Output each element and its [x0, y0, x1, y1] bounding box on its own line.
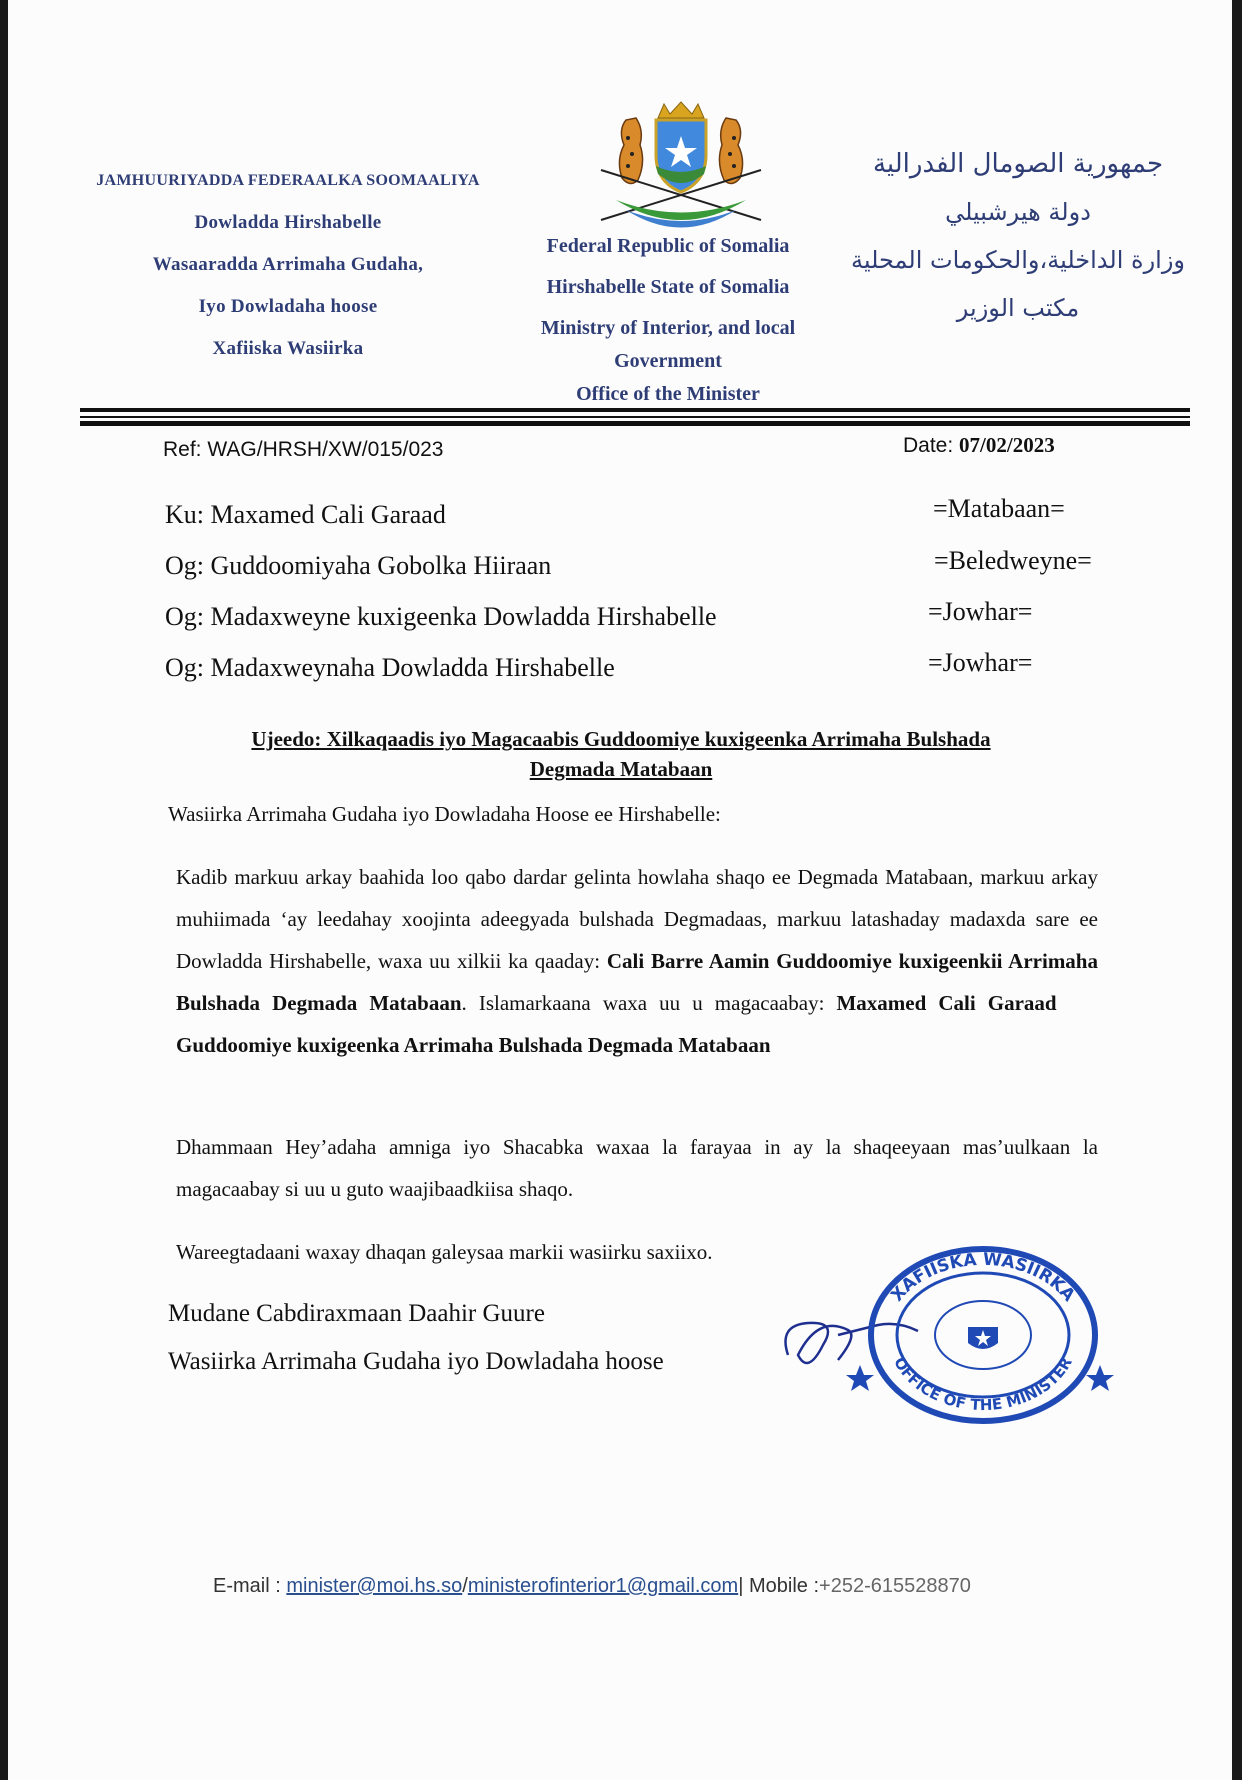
signatory-title: Wasiirka Arrimaha Gudaha iyo Dowladaha hoose — [168, 1348, 664, 1375]
recipient-line-3: Og: Madaxweyne kuxigeenka Dowladda Hirshabelle — [165, 602, 717, 631]
header-divider-thick — [80, 408, 1190, 412]
recipient-location-1: =Matabaan= — [933, 494, 1065, 523]
footer-email-separator: / — [462, 1575, 468, 1597]
body-paragraph-2: Dhammaan Hey’adaha amniga iyo Shacabka waxaa la farayaa in ay la shaqeeyaan mas’uulkaan la magacaabay si uu u guto waajibaadkiisa shaqo. — [176, 1135, 1098, 1201]
header-left-block — [48, 160, 528, 370]
header-center-line-5: Office of the Minister — [576, 383, 760, 405]
body-intro: Wasiirka Arrimaha Gudaha iyo Dowladaha Hoose ee Hirshabelle: — [168, 802, 721, 826]
reference-number — [163, 438, 444, 462]
footer-mobile-label: Mobile : — [748, 1575, 820, 1597]
recipient-line-2: Og: Guddoomiyaha Gobolka Hiiraan — [165, 551, 552, 580]
header-center-line-1: Federal Republic of Somalia — [546, 235, 790, 257]
header-left-line-2: Dowladda Hirshabelle — [194, 212, 382, 233]
subject-line-2: Degmada Matabaan — [529, 757, 713, 781]
header-center-line-4: Government — [614, 350, 722, 372]
date-value: 07/02/2023 — [959, 433, 1055, 457]
header-right-line-4: مكتب الوزير — [956, 294, 1080, 322]
body-paragraph-1 — [176, 856, 1098, 1066]
header-center-line-2: Hirshabelle State of Somalia — [546, 276, 790, 298]
stamp-bottom-text: OFFICE OF THE MINISTER — [890, 1354, 1076, 1415]
ref-label: Ref: — [163, 438, 202, 461]
header-left-line-1: JAMHUURIYADDA FEDERAALKA SOOMAALIYA — [96, 172, 480, 189]
footer-mobile-number: +252-615528870 — [819, 1575, 971, 1597]
body-p1-appointed-name: Maxamed Cali Garaad — [836, 991, 1057, 1015]
header-right-line-1: جمهورية الصومال الفدرالية — [872, 149, 1164, 179]
header-left-line-4: Iyo Dowladaha hoose — [198, 296, 378, 317]
header-left-line-5: Xafiiska Wasiirka — [212, 338, 364, 359]
footer-email-primary[interactable]: minister@moi.hs.so — [286, 1575, 463, 1597]
ref-value: WAG/HRSH/XW/015/023 — [207, 438, 444, 461]
date-label: Date: — [903, 434, 954, 457]
recipient-line-4: Og: Madaxweynaha Dowladda Hirshabelle — [165, 653, 615, 682]
header-right-line-3: وزارة الداخلية،والحكومات المحلية — [850, 246, 1186, 274]
subject-heading — [158, 724, 1084, 784]
header-left-line-3: Wasaaradda Arrimaha Gudaha, — [152, 254, 424, 275]
recipient-location-3: =Jowhar= — [928, 597, 1033, 626]
header-right-block — [828, 140, 1208, 332]
subject-line-1: Ujeedo: Xilkaqaadis iyo Magacaabis Guddoomiye kuxigeenka Arrimaha Bulshada — [251, 727, 991, 751]
body-paragraph-3: Wareegtadaani waxay dhaqan galeysaa markii wasiirku saxiixo. — [176, 1240, 713, 1264]
footer-email-secondary[interactable]: ministerofinterior1@gmail.com — [467, 1575, 739, 1597]
recipient-location-4: =Jowhar= — [928, 648, 1033, 677]
body-p1-text-c: . Islamarkaana waxa uu u magacaabay: — [461, 991, 825, 1015]
footer-divider: | — [738, 1575, 744, 1597]
header-divider-thin — [80, 416, 1190, 418]
footer-contact — [213, 1575, 971, 1598]
official-stamp — [768, 1235, 1148, 1435]
footer-email-label: E-mail : — [213, 1575, 281, 1597]
recipient-line-1: Ku: Maxamed Cali Garaad — [165, 500, 446, 529]
stamp-top-text: XAFIISKA WASIIRKA — [887, 1249, 1079, 1306]
header-divider-bottom — [80, 421, 1190, 426]
header-center-block — [498, 230, 838, 411]
recipient-location-2: =Beledweyne= — [934, 546, 1092, 575]
header-center-line-3: Ministry of Interior, and local — [540, 317, 796, 339]
signatory-name: Mudane Cabdiraxmaan Daahir Guure — [168, 1300, 545, 1327]
coat-of-arms-emblem — [586, 100, 776, 240]
letter-date — [903, 433, 1055, 458]
header-right-line-2: دولة هيرشبيلي — [945, 198, 1091, 226]
body-p1-appointed-title: Guddoomiye kuxigeenka Arrimaha Bulshada Degmada Matabaan — [176, 1033, 771, 1057]
letter-page — [8, 0, 1232, 1780]
body-p1-text-a: Kadib markuu arkay baahida loo qabo dardar gelinta howlaha shaqo ee Degmada Matabaan, markuu arkay muhiimada ‘ay leedahay xoojinta adeegyada bulshada Degmadaas, markuu latashaday madaxda sare ee Dowladda Hirshabelle, waxa uu xilkii ka qaaday: — [176, 865, 1098, 973]
body-p1-dismissed-name: Cali Barre Aamin Guddoomiye kuxigeenkii Arrimaha Bulshada Degmada Matabaan — [176, 949, 1098, 1015]
